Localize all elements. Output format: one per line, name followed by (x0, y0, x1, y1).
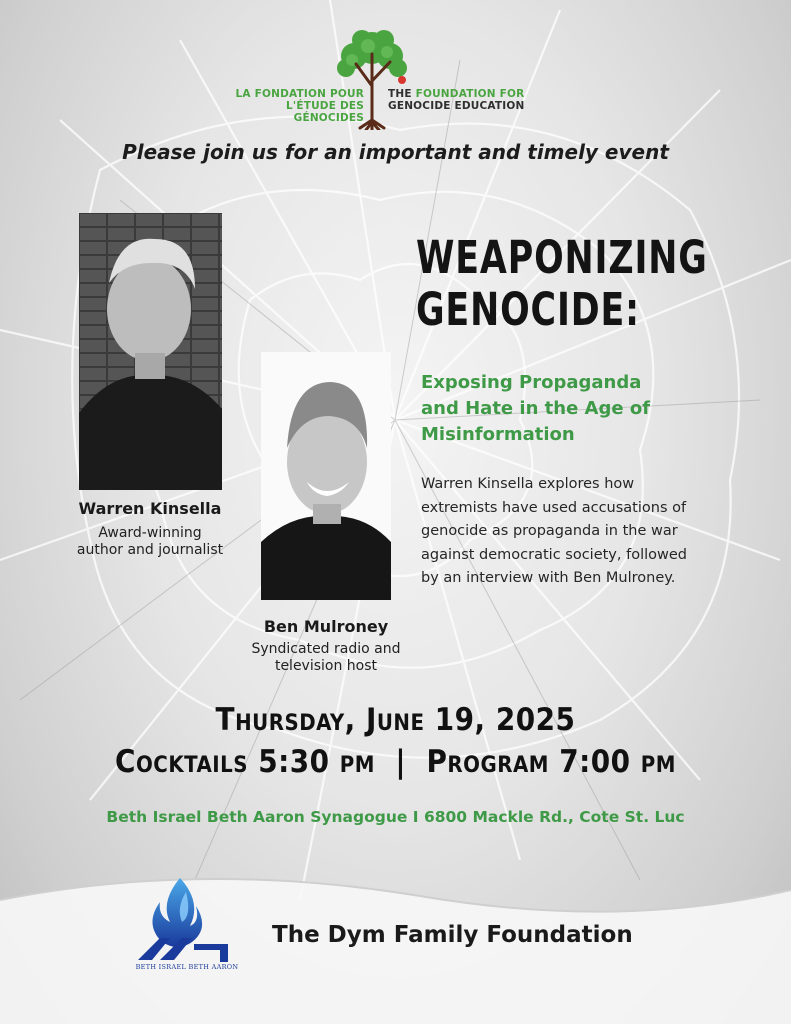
event-title-line1: WEAPONIZING (416, 231, 708, 284)
speaker-desc-ben (216, 641, 436, 675)
sponsor-name: The Dym Family Foundation (272, 922, 633, 948)
event-subtitle-line3: Misinformation (421, 424, 575, 445)
speaker-name-warren: Warren Kinsella (78, 499, 222, 518)
description-line: by an interview with Ben Mulroney. (421, 570, 676, 586)
speaker-desc-ben-line1: Syndicated radio and (251, 641, 401, 657)
event-title (416, 232, 726, 336)
event-times: Cocktails 5:30 pm | Program 7:00 pm (115, 744, 676, 780)
speaker-desc-warren-line1: Award-winning (98, 525, 202, 541)
event-venue: Beth Israel Beth Aaron Synagogue I 6800 Mackle Rd., Cote St. Luc (106, 808, 685, 826)
event-title-line2: GENOCIDE: (416, 283, 640, 336)
org-en-line2: GENOCIDE EDUCATION (388, 100, 525, 112)
speaker-desc-warren (52, 525, 248, 559)
description-line: genocide as propaganda in the war (421, 523, 678, 539)
org-name-english (388, 88, 538, 112)
speaker-photo-ben-mulroney (261, 352, 391, 600)
org-en-prefix: THE (388, 88, 416, 100)
org-name-french (226, 88, 364, 124)
description-line: Warren Kinsella explores how (421, 476, 635, 492)
speaker-name-ben: Ben Mulroney (263, 617, 389, 636)
org-fr-line2: L'ÉTUDE DES GÉNOCIDES (286, 100, 364, 124)
flame-hebrew-letters-icon (130, 872, 242, 972)
description-line: extremists have used accusations of (421, 499, 687, 516)
event-date: Thursday, June 19, 2025 (215, 702, 576, 738)
org-en-word: FOUNDATION FOR (415, 88, 525, 100)
event-subtitle-line1: Exposing Propaganda (421, 372, 642, 393)
org-fr-word: FONDATION POUR (254, 88, 364, 100)
synagogue-logo-text: BETH ISRAEL BETH AARON (135, 963, 239, 971)
speaker-desc-ben-line2: television host (274, 658, 378, 674)
speaker-photo-warren-kinsella (79, 213, 222, 490)
invitation-tagline: Please join us for an important and timely event (122, 140, 669, 164)
org-fr-prefix: LA (235, 88, 255, 100)
event-description (421, 473, 756, 591)
event-subtitle-line2: and Hate in the Age of (421, 398, 651, 419)
description-line: against democratic society, followed (421, 546, 687, 563)
speaker-desc-warren-line2: author and journalist (76, 542, 224, 558)
event-subtitle (421, 370, 721, 448)
